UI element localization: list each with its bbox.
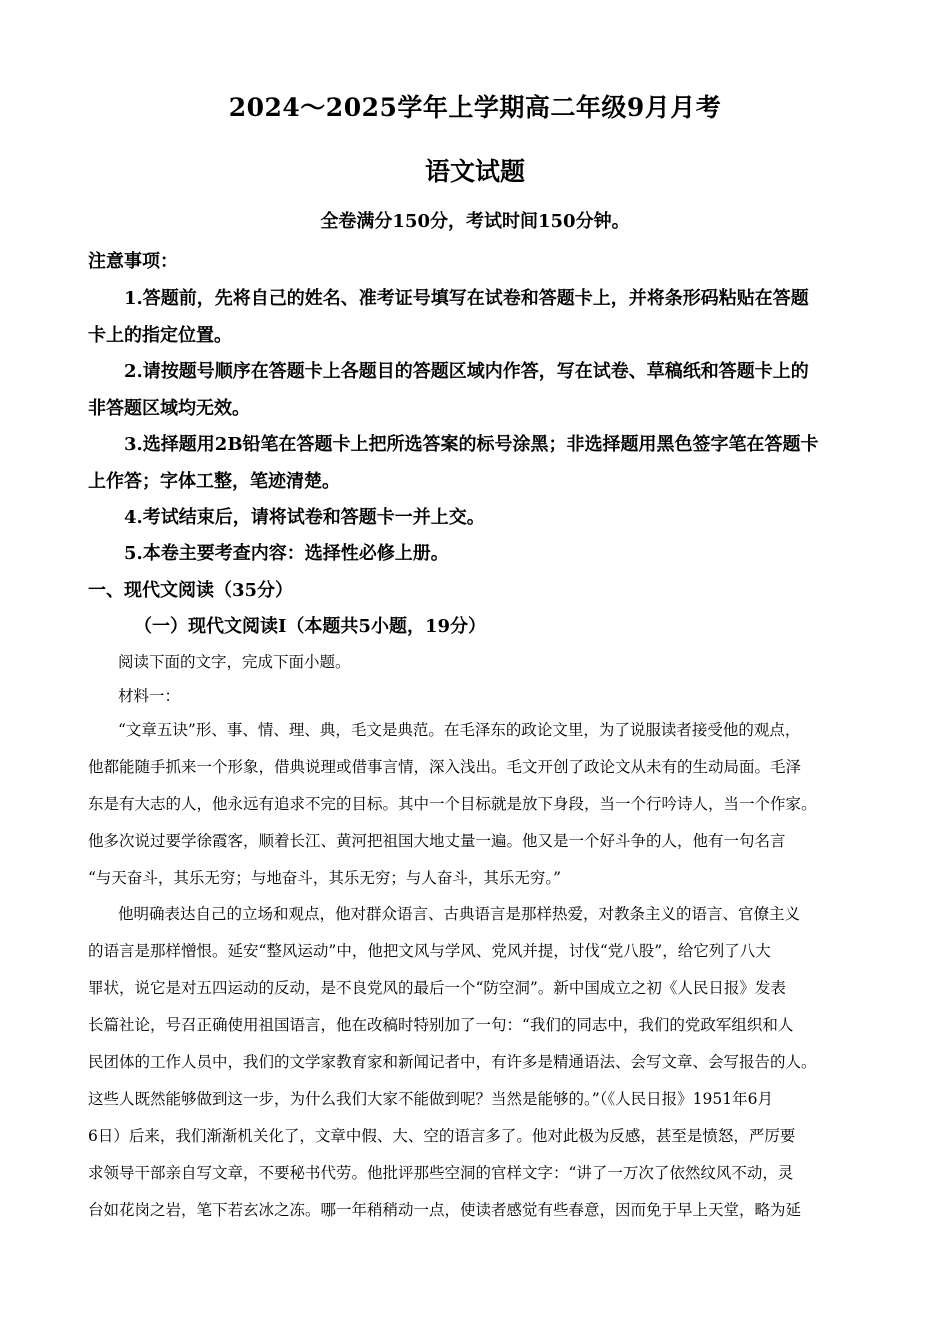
paragraph-line: 东是有大志的人，他永远有追求不完的目标。其中一个目标就是放下身段，当一个行吟诗人，当一个作家。	[88, 795, 817, 813]
sub-section-heading: （一）现代文阅读Ⅰ（本题共5小题，19分）	[134, 616, 486, 637]
section-heading: 一、现代文阅读（35分）	[88, 580, 294, 601]
paragraph-line: 他多次说过要学徐霞客，顺着长江、黄河把祖国大地丈量一遍。他又是一个好斗争的人，他有一句名言	[88, 832, 786, 850]
paragraph-line: 台如花岗之岩，笔下若玄冰之冻。哪一年稍稍动一点，使读者感觉有些春意，因而免于早上天堂，略为延	[88, 1201, 802, 1219]
notice-line: 卡上的指定位置。	[88, 325, 232, 346]
material-label: 材料一：	[118, 687, 181, 705]
notice-line: 2.请按题号顺序在答题卡上各题目的答题区域内作答，写在试卷、草稿纸和答题卡上的	[124, 361, 809, 382]
paragraph-line: 民团体的工作人员中，我们的文学家教育家和新闻记者中，有许多是精通语法、会写文章、会写报告的人。	[88, 1053, 817, 1071]
paragraph-line: 的语言是那样憎恨。延安“整风运动”中，他把文风与学风、党风并提，讨伐“党八股”，给它列了八大	[88, 942, 771, 960]
score-info: 全卷满分150分，考试时间150分钟。	[320, 211, 630, 232]
reading-instruction: 阅读下面的文字，完成下面小题。	[118, 653, 351, 671]
notice-line: 4.考试结束后，请将试卷和答题卡一并上交。	[124, 507, 485, 528]
paragraph-line: 6日）后来，我们渐渐机关化了，文章中假、大、空的语言多了。他对此极为反感，甚至是愤怒，严厉要	[88, 1127, 796, 1145]
notice-line: 5.本卷主要考查内容：选择性必修上册。	[124, 543, 449, 564]
paragraph-line: 他都能随手抓来一个形象，借典说理或借事言情，深入浅出。毛文开创了政论文从未有的生动局面。毛泽	[88, 758, 802, 776]
paragraph-line: 这些人既然能够做到这一步，为什么我们大家不能做到呢？当然是能够的。”（《人民日报》1951年6月	[88, 1090, 773, 1108]
notice-heading: 注意事项：	[88, 251, 178, 272]
subject-title: 语文试题	[424, 157, 525, 186]
notice-line: 上作答；字体工整，笔迹清楚。	[88, 471, 340, 492]
notice-line: 3.选择题用2B铅笔在答题卡上把所选答案的标号涂黑；非选择题用黑色签字笔在答题卡	[124, 434, 819, 455]
exam-title: 2024～2025学年上学期高二年级9月月考	[228, 93, 722, 122]
notice-line: 非答题区域均无效。	[88, 398, 250, 419]
paragraph-line: 求领导干部亲自写文章，不要秘书代劳。他批评那些空洞的官样文字：“讲了一万次了依然纹风不动，灵	[88, 1164, 794, 1182]
paragraph-line: “文章五诀”形、事、情、理、典，毛文是典范。在毛泽东的政论文里，为了说服读者接受他的观点，	[118, 721, 801, 739]
paragraph-line: “与天奋斗，其乐无穷；与地奋斗，其乐无穷；与人奋斗，其乐无穷。”	[88, 869, 562, 887]
paragraph-line: 长篇社论，号召正确使用祖国语言，他在改稿时特别加了一句：“我们的同志中，我们的党政军组织和人	[88, 1016, 794, 1034]
paragraph-line: 罪状，说它是对五四运动的反动，是不良党风的最后一个“防空洞”。新中国成立之初《人民日报》发表	[88, 979, 786, 997]
paragraph-line: 他明确表达自己的立场和观点，他对群众语言、古典语言是那样热爱，对教条主义的语言、官僚主义	[118, 905, 801, 923]
notice-line: 1.答题前，先将自己的姓名、准考证号填写在试卷和答题卡上，并将条形码粘贴在答题	[124, 288, 809, 309]
